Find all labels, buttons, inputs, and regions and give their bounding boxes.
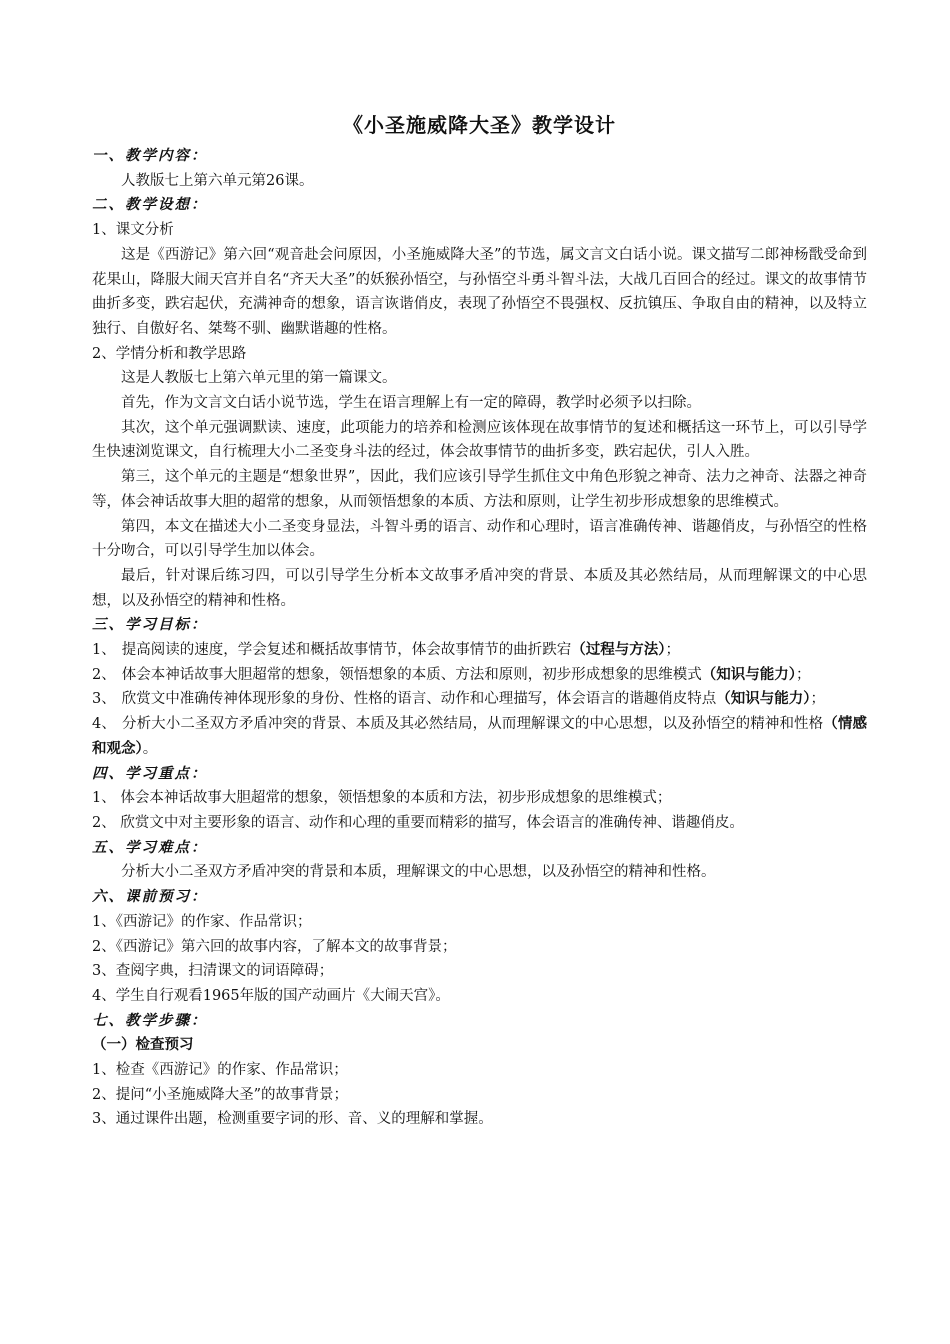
key-point-item: 2、 欣赏文中对主要形象的语言、动作和心理的重要而精彩的描写，体会语言的准确传神、谐趣俏皮。 [92,814,744,831]
step-item: 2、提问“小圣施威降大圣”的故事背景； [92,1086,349,1103]
section-heading-design: 二、教学设想： [92,196,208,214]
preview-item: 1、《西游记》的作家、作品常识； [92,913,312,930]
paragraph-third: 第三，这个单元的主题是“想象世界”，因此，我们应该引导学生抓住文中角色形貌之神奇、法力之神奇、法器之神奇等，体会神话故事大胆的超常的想象，从而领悟想象的本质、方法和原则，让学生初步形成想象的思维模式。 [92,469,867,510]
subheading-learning-analysis: 2、学情分析和教学思路 [92,345,247,362]
preview-item: 4、学生自行观看1965年版的国产动画片《大闹天宫》。 [92,987,450,1004]
section-heading-key-points: 四、学习重点： [92,764,208,782]
goal-tag: （知识与能力） [701,665,796,683]
goal-end: 。 [142,740,158,757]
section-heading-goals: 三、学习目标： [92,616,208,634]
goal-number: 4、 [92,716,116,733]
goal-tag: （情感和观念） [92,715,868,757]
document-page [92,108,867,1132]
paragraph-text-analysis: 这是《西游记》第六回“观音赴会问原因，小圣施威降大圣”的节选，属文言文白话小说。课文描写二郎神杨戬受命到花果山，降服大闹天宫并自名“齐天大圣”的妖猴孙悟空，与孙悟空斗勇斗智斗法，大战几百回合的经过。课文的故事情节曲折多变，跌宕起伏，充满神奇的想象，语言诙谐俏皮，表现了孙悟空不畏强权、反抗镇压、争取自由的精神，以及特立独行、自傲好名、桀骜不驯、幽默谐趣的性格。 [92,246,867,337]
goal-number: 3、 [92,691,116,708]
goal-item [92,663,867,688]
step-subheading: （一）检查预习 [92,1037,194,1054]
goal-text: 分析大小二圣双方矛盾冲突的背景、本质及其必然结局，从而理解课文的中心思想，以及孙悟空的精神和性格 [121,716,824,733]
step-item: 1、检查《西游记》的作家、作品常识； [92,1062,348,1079]
key-point-item: 1、 体会本神话故事大胆超常的想象，领悟想象的本质和方法，初步形成想象的思维模式； [92,790,672,807]
paragraph-fourth: 第四，本文在描述大小二圣变身显法，斗智斗勇的语言、动作和心理时，语言准确传神、谐趣俏皮，与孙悟空的性格十分吻合，可以引导学生加以体会。 [92,518,867,560]
document-title: 《小圣施威降大圣》教学设计 [343,113,616,137]
paragraph-last: 最后，针对课后练习四，可以引导学生分析本文故事矛盾冲突的背景、本质及其必然结局，从而理解课文的中心思想，以及孙悟空的精神和性格。 [92,567,867,609]
goal-number: 1、 [92,642,116,659]
goal-item [92,687,867,712]
preview-item: 2、《西游记》第六回的故事内容，了解本文的故事背景； [92,938,457,955]
section-heading-content: 一、教学内容： [92,147,208,164]
goal-tag: （过程与方法） [571,641,666,659]
goal-number: 2、 [92,666,116,683]
section-heading-preview: 六、课前预习： [92,888,208,906]
paragraph-second: 其次，这个单元强调默读、速度，此项能力的培养和检测应该体现在故事情节的复述和概括这一环节上，可以引导学生快速浏览课文，自行梳理大小二圣变身斗法的经过，体会故事情节的曲折多变，跌宕起伏，引人入胜。 [92,419,867,461]
paragraph-intro: 这是人教版七上第六单元里的第一篇课文。 [121,370,397,387]
goal-text: 欣赏文中准确传神体现形象的身份、性格的语言、动作和心理描写，体会语言的谐趣俏皮特点 [121,691,717,708]
goal-end: ； [665,642,680,659]
step-item: 3、通过课件出题，检测重要字词的形、音、义的理解和掌握。 [92,1111,493,1128]
subheading-text-analysis: 1、课文分析 [92,222,174,239]
goal-end: ； [795,666,811,683]
goal-item [92,638,867,663]
goal-text: 提高阅读的速度，学会复述和概括故事情节，体会故事情节的曲折跌宕 [121,642,572,659]
section-heading-difficulty: 五、学习难点： [92,838,208,856]
goal-text: 体会本神话故事大胆超常的想象，领悟想象的本质、方法和原则，初步形成想象的思维模式 [121,666,702,683]
paragraph-first: 首先，作为文言文白话小说节选，学生在语言理解上有一定的障碍，教学时必须予以扫除。 [121,395,701,412]
section-heading-steps: 七、教学步骤： [92,1011,208,1029]
difficulty-text: 分析大小二圣双方矛盾冲突的背景和本质，理解课文的中心思想，以及孙悟空的精神和性格。 [121,864,716,881]
preview-item: 3、查阅字典，扫清课文的词语障碍； [92,963,334,980]
goal-end: ； [810,691,825,708]
goal-item [92,712,867,761]
section-text-content: 人教版七上第六单元第26课。 [121,172,314,189]
goal-tag: （知识与能力） [716,690,811,708]
